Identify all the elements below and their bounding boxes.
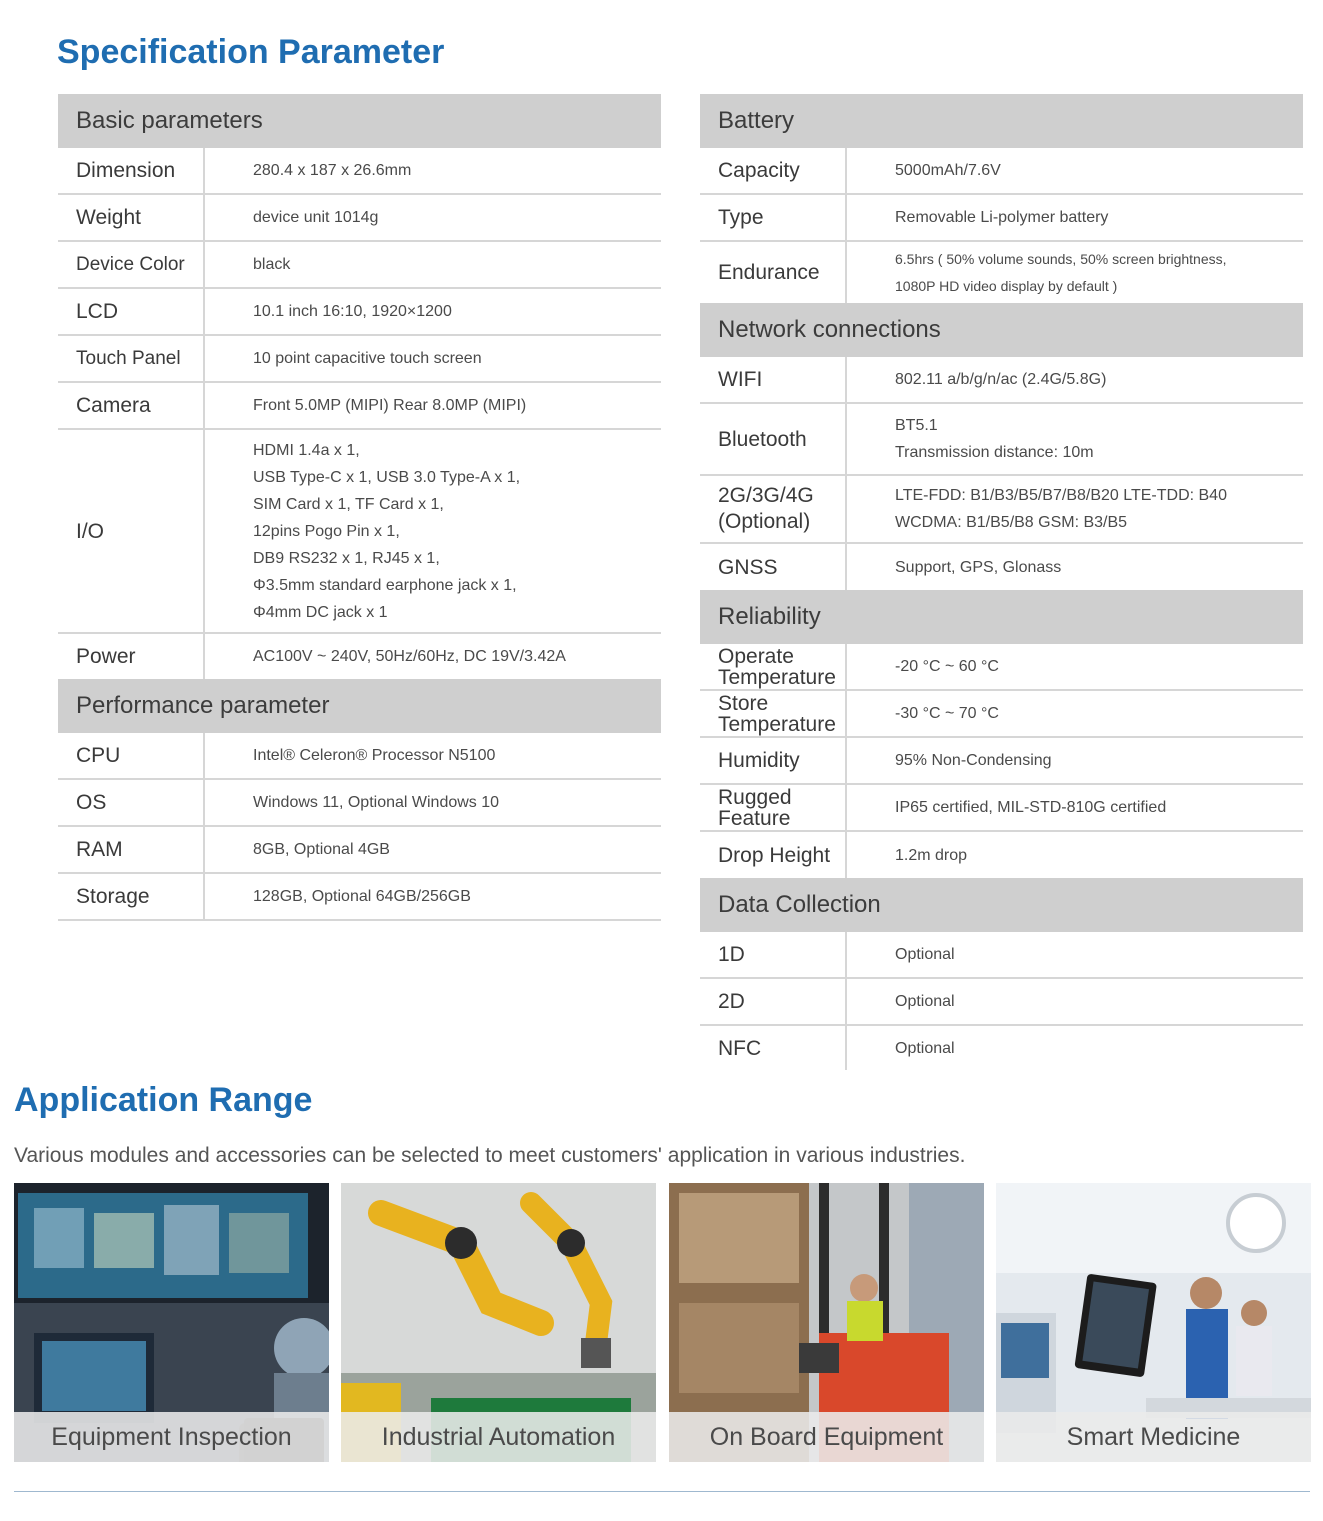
row-label: Power xyxy=(58,634,205,679)
card-caption: On Board Equipment xyxy=(669,1412,984,1462)
row-value: 10 point capacitive touch screen xyxy=(253,350,482,367)
application-range-description: Various modules and accessories can be selected to meet customers' application in various industries. xyxy=(14,1144,966,1167)
row-label: 1D xyxy=(700,932,847,977)
row-label: NFC xyxy=(700,1026,847,1070)
row-value: 5000mAh/7.6V xyxy=(895,162,1001,179)
endurance-line: 6.5hrs ( 50% volume sounds, 50% screen brightness, xyxy=(895,250,1227,267)
application-range-title: Application Range xyxy=(14,1081,313,1119)
row-value: Optional xyxy=(895,1039,955,1057)
io-line: 12pins Pogo Pin x 1, xyxy=(253,522,400,540)
row-value: 10.1 inch 16:10, 1920×1200 xyxy=(253,303,452,320)
row-label: Drop Height xyxy=(700,832,847,878)
spec-row-type xyxy=(700,195,1303,242)
spec-row-cpu xyxy=(58,733,661,780)
spec-title: Specification Parameter xyxy=(57,33,445,71)
row-value: 8GB, Optional 4GB xyxy=(253,841,390,858)
row-value: Optional xyxy=(895,946,955,963)
endurance-line: 1080P HD video display by default ) xyxy=(895,277,1118,294)
card-caption: Equipment Inspection xyxy=(14,1412,329,1462)
spec-row-device-color xyxy=(58,242,661,289)
io-line: DB9 RS232 x 1, RJ45 x 1, xyxy=(253,549,440,567)
row-value: black xyxy=(253,256,291,273)
spec-row-rugged xyxy=(700,785,1303,832)
row-value: Removable Li-polymer battery xyxy=(895,209,1109,226)
label-line: Temperature xyxy=(718,712,836,736)
label-line: Rugged xyxy=(718,785,792,809)
row-value: 280.4 x 187 x 26.6mm xyxy=(253,162,412,179)
row-value: AC100V ~ 240V, 50Hz/60Hz, DC 19V/3.42A xyxy=(253,648,566,665)
spec-row-humidity xyxy=(700,738,1303,785)
application-cards xyxy=(14,1183,1312,1462)
row-label: LCD xyxy=(58,289,205,334)
cellular-label-line: (Optional) xyxy=(718,510,811,533)
row-value: IP65 certified, MIL-STD-810G certified xyxy=(895,799,1167,816)
row-value: Front 5.0MP (MIPI) Rear 8.0MP (MIPI) xyxy=(253,397,527,414)
row-label xyxy=(700,785,847,830)
row-label: Touch Panel xyxy=(58,336,205,381)
row-label: Type xyxy=(700,195,847,240)
cellular-label-line: 2G/3G/4G xyxy=(718,484,814,507)
spec-row-cellular xyxy=(700,476,1303,544)
card-caption: Industrial Automation xyxy=(341,1412,656,1462)
spec-row-weight xyxy=(58,195,661,242)
card-caption: Smart Medicine xyxy=(996,1412,1311,1462)
performance-header: Performance parameter xyxy=(58,679,661,733)
spec-row-drop-height xyxy=(700,832,1303,878)
row-value: -20 °C ~ 60 °C xyxy=(895,658,999,675)
row-label: Camera xyxy=(58,383,205,428)
spec-row-endurance xyxy=(700,242,1303,303)
network-header: Network connections xyxy=(700,303,1303,357)
row-label: Storage xyxy=(58,874,205,919)
row-label: RAM xyxy=(58,827,205,872)
row-label: Humidity xyxy=(700,738,847,783)
spec-row-storage xyxy=(58,874,661,921)
spec-row-io xyxy=(58,430,661,634)
label-line: Temperature xyxy=(718,665,836,689)
row-label: WIFI xyxy=(700,357,847,402)
label-line: Operate xyxy=(718,644,794,668)
spec-row-touch-panel xyxy=(58,336,661,383)
spec-row-operate-temp xyxy=(700,644,1303,691)
battery-network-table xyxy=(700,94,1303,1070)
row-label: Dimension xyxy=(58,148,205,193)
bluetooth-line: Transmission distance: 10m xyxy=(895,444,1094,461)
row-label xyxy=(700,476,847,542)
label-line: Store xyxy=(718,691,769,715)
io-line: USB Type-C x 1, USB 3.0 Type-A x 1, xyxy=(253,468,521,486)
basic-parameters-header: Basic parameters xyxy=(58,94,661,148)
application-card-smart-medicine xyxy=(996,1183,1311,1462)
row-label: OS xyxy=(58,780,205,825)
row-value: Windows 11, Optional Windows 10 xyxy=(253,794,500,811)
data-collection-header: Data Collection xyxy=(700,878,1303,932)
row-value: -30 °C ~ 70 °C xyxy=(895,705,999,722)
bluetooth-line: BT5.1 xyxy=(895,417,938,434)
basic-parameters-table xyxy=(58,94,661,921)
row-label xyxy=(700,644,847,689)
spec-row-power xyxy=(58,634,661,679)
spec-row-store-temp xyxy=(700,691,1303,738)
spec-row-ram xyxy=(58,827,661,874)
row-value xyxy=(847,476,1303,542)
spec-row-1d xyxy=(700,932,1303,979)
io-line: HDMI 1.4a x 1, xyxy=(253,441,360,459)
spec-row-camera xyxy=(58,383,661,430)
row-value: 95% Non-Condensing xyxy=(895,752,1052,769)
row-value xyxy=(847,404,1303,474)
io-list xyxy=(205,430,661,632)
application-card-on-board-equipment xyxy=(669,1183,984,1462)
application-card-equipment-inspection xyxy=(14,1183,329,1462)
spec-row-capacity xyxy=(700,148,1303,195)
spec-row-2d xyxy=(700,979,1303,1026)
row-value: device unit 1014g xyxy=(253,209,379,226)
row-label: CPU xyxy=(58,733,205,778)
io-line: SIM Card x 1, TF Card x 1, xyxy=(253,495,444,513)
spec-row-gnss xyxy=(700,544,1303,590)
row-label: Capacity xyxy=(700,148,847,193)
battery-header: Battery xyxy=(700,94,1303,148)
row-value: 1.2m drop xyxy=(895,846,968,864)
cellular-line: LTE-FDD: B1/B3/B5/B7/B8/B20 LTE-TDD: B40 xyxy=(895,487,1227,504)
spec-row-dimension xyxy=(58,148,661,195)
row-label: GNSS xyxy=(700,544,847,590)
row-label: Device Color xyxy=(58,242,205,287)
row-label: Endurance xyxy=(700,242,847,303)
row-label: 2D xyxy=(700,979,847,1024)
io-line: Φ3.5mm standard earphone jack x 1, xyxy=(253,576,517,594)
row-value: Optional xyxy=(895,993,955,1010)
row-value: Intel® Celeron® Processor N5100 xyxy=(253,747,496,764)
application-card-industrial-automation xyxy=(341,1183,656,1462)
reliability-header: Reliability xyxy=(700,590,1303,644)
row-value: 802.11 a/b/g/n/ac (2.4G/5.8G) xyxy=(895,371,1107,388)
bottom-divider xyxy=(14,1491,1310,1492)
io-line: Φ4mm DC jack x 1 xyxy=(253,603,388,621)
row-label: I/O xyxy=(58,430,205,632)
row-value xyxy=(847,242,1303,303)
spec-row-bluetooth xyxy=(700,404,1303,476)
row-value: 128GB, Optional 64GB/256GB xyxy=(253,888,471,905)
label-line: Feature xyxy=(718,806,791,830)
row-label: Weight xyxy=(58,195,205,240)
spec-row-wifi xyxy=(700,357,1303,404)
row-value: Support, GPS, Glonass xyxy=(895,558,1062,576)
row-label xyxy=(700,691,847,736)
spec-row-lcd xyxy=(58,289,661,336)
row-label: Bluetooth xyxy=(700,404,847,474)
spec-row-nfc xyxy=(700,1026,1303,1070)
cellular-line: WCDMA: B1/B5/B8 GSM: B3/B5 xyxy=(895,514,1128,531)
spec-row-os xyxy=(58,780,661,827)
